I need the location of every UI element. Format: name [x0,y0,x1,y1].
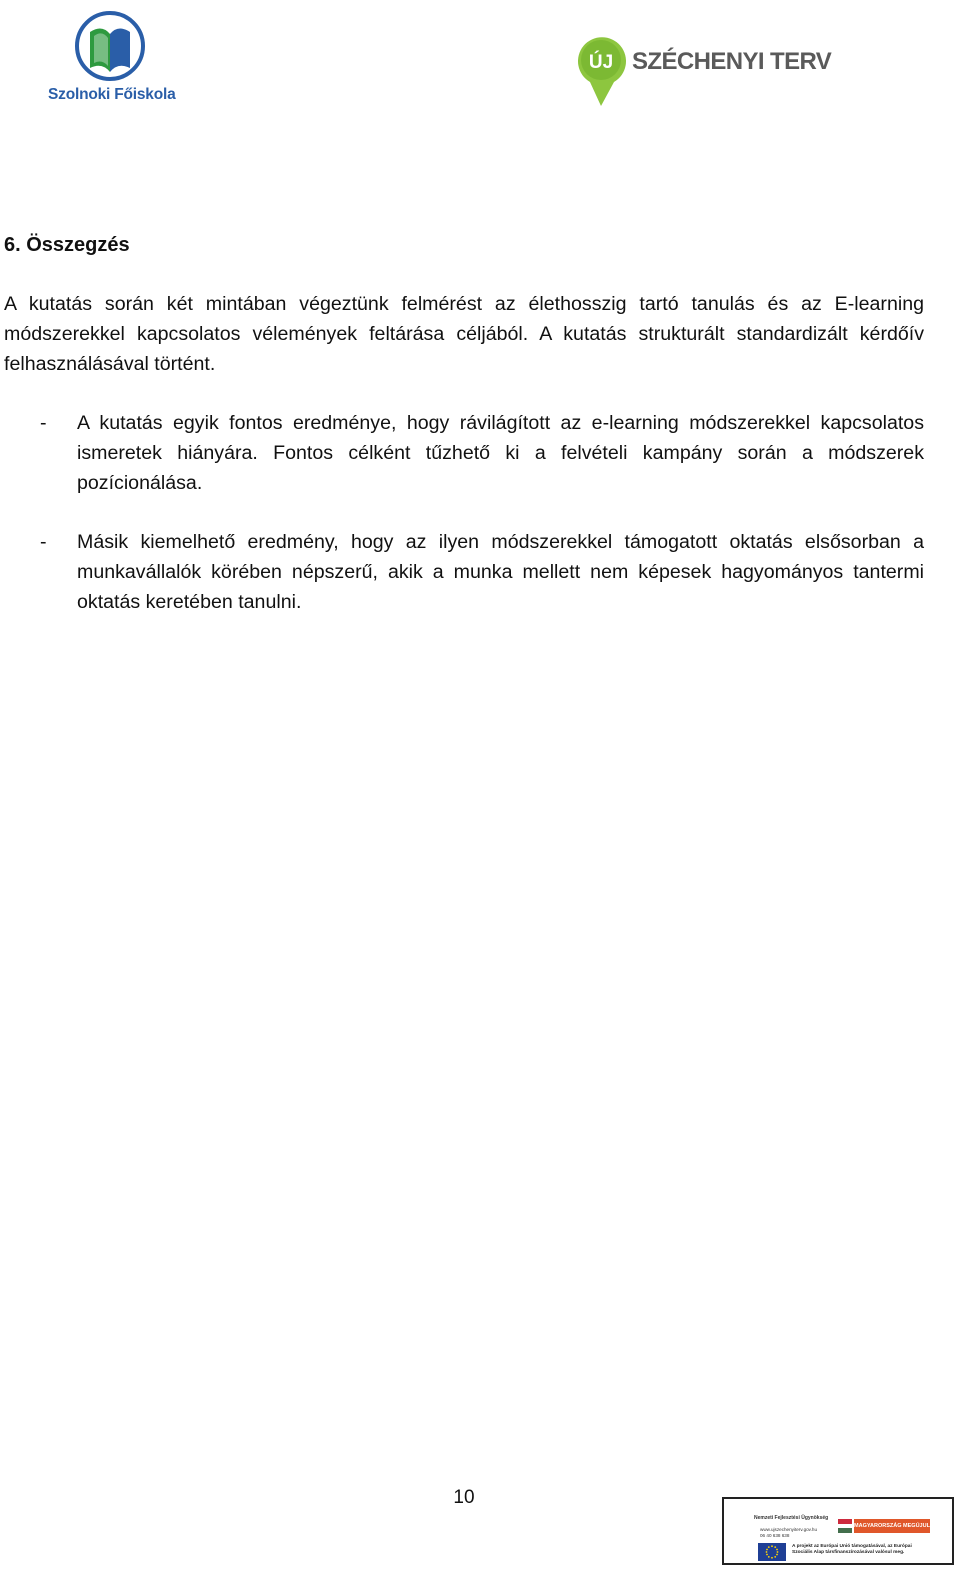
page-number: 10 [453,1487,475,1508]
badge-eu-line1: A projekt az Európai Unió támogatásával, az Európai [792,1544,912,1549]
badge-eu-line2: Szociális Alap társfinanszírozásával valósul meg. [792,1550,905,1555]
location-pin-icon [574,30,630,110]
uj-badge-text: ÚJ [588,52,614,73]
badge-eu-text [792,1544,912,1556]
bullet-text: Másik kiemelhető eredmény, hogy az ilyen módszerekkel támogatott oktatás elsősorban a munkavállalók körében népszerű, akik a munka mellett nem képesek hagyományos tantermi oktatás keretében tanulni. [77,531,924,613]
bullet-item [4,528,924,617]
badge-phone: 06 40 638 638 [760,1533,790,1538]
section-heading: 6. Összegzés [4,234,130,256]
left-logo-text: Szolnoki Főiskola [48,86,176,103]
book-logo-icon [72,10,154,84]
intro-paragraph: A kutatás során két mintában végeztünk felmérést az élethosszig tartó tanulás és az E-learning módszerekkel kapcsolatos vélemények feltárása céljából. A kutatás strukturált standardizált kérdőív felhasználásával történt. [4,293,924,375]
right-logo-text: SZÉCHENYI TERV [632,48,832,75]
bullet-item [4,409,924,498]
eu-flag-icon [758,1543,786,1561]
hungarian-flag-icon [838,1519,852,1533]
bullet-dash: - [40,412,47,434]
eu-funding-badge [722,1497,954,1565]
bullet-dash: - [40,531,47,553]
badge-agency: Nemzeti Fejlesztési Ügynökség [754,1515,829,1521]
uj-szechenyi-terv-logo [574,30,832,112]
badge-label: MAGYARORSZÁG MEGÚJUL [854,1519,930,1533]
szolnoki-foiskola-logo [44,8,184,103]
badge-url: www.ujszechenyiterv.gov.hu [760,1527,818,1532]
bullet-text: A kutatás egyik fontos eredménye, hogy rávilágított az e-learning módszerekkel kapcsolatos ismeretek hiányára. Fontos célként tűzhető ki a felvételi kampány során a módszerek pozícionálása. [77,412,924,494]
